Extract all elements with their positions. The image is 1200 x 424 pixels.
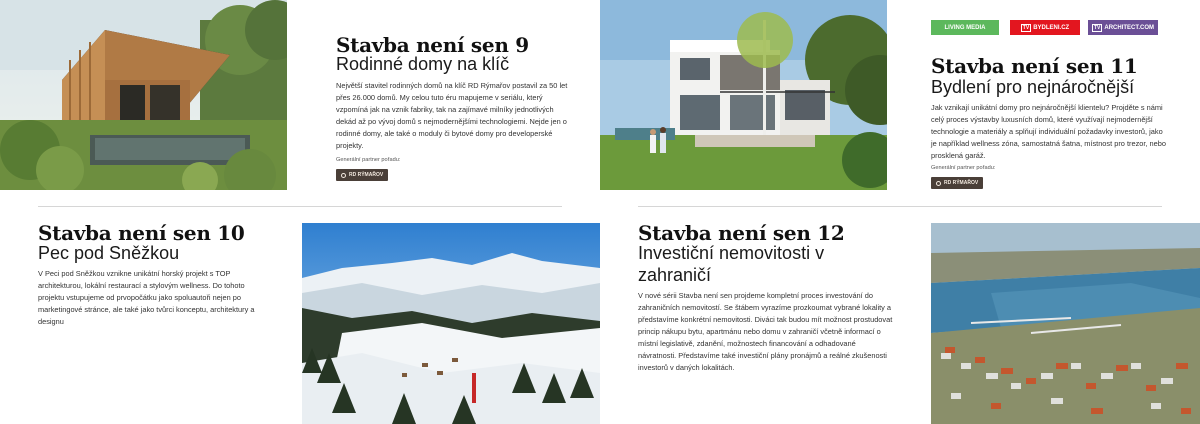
badge-tv-architect[interactable]: [1088, 20, 1158, 35]
article-10-title[interactable]: Stavba není sen 10: [38, 221, 245, 245]
article-10-photo[interactable]: [302, 223, 600, 424]
badge-living-media[interactable]: [931, 20, 999, 35]
article-12-title[interactable]: Stavba není sen 12: [638, 221, 845, 245]
partner-name: RD RÝMAŘOV: [349, 172, 384, 178]
badge-tv-bydleni-label: BYDLENI.CZ: [1033, 24, 1070, 31]
badge-living-media-label: LIVING MEDIA: [944, 24, 986, 31]
rd-rymarov-logo-icon: [341, 173, 346, 178]
article-11-description: Jak vznikají unikátní domy pro nejnáročnější klientelu? Projděte s námi celý proces výstavby luxusních domů, které využívají nejmodernější technologie a materiály a splňují individuální požadavky investorů, jako je například wellness zóna, samostatná šatna, místnost pro trezor, nebo prosklená garáž.: [931, 103, 1166, 160]
divider-left: [38, 206, 562, 207]
article-11-partner-logo[interactable]: [931, 177, 983, 189]
article-11-photo[interactable]: [600, 0, 887, 190]
article-9-partner-label: Generální partner pořadu:: [336, 157, 401, 163]
badge-tv-architect-label: ARCHITECT.COM: [1104, 24, 1155, 31]
article-12-photo[interactable]: [931, 223, 1200, 424]
article-9-photo[interactable]: [0, 0, 287, 190]
article-9-description: Největší stavitel rodinných domů na klíč RD Rýmařov postavil za 50 let přes 26.000 domů. My celou tuto éru mapujeme v seriálu, který vzpomíná jak na vznik fabriky, tak na zajímavé milníky jednotlivých dekád až po vývoj domů s nejmodernějšími technologiemi. Nejde jen o rodinné domy, ale také o moduly či bytové domy pro developerské projekty.: [336, 81, 568, 150]
badge-tv-bydleni[interactable]: [1010, 20, 1080, 35]
article-9-partner-logo[interactable]: [336, 169, 388, 181]
article-10-description: V Peci pod Sněžkou vznikne unikátní horský projekt s TOP architekturou, lokální restaurací a stylovým wellness. Do tohoto projektu vstupujeme od prvopočátku jako spoluautoři nejen po marketingové stránce, ale také jako tvůrci konceptu, architektury a designu: [38, 269, 255, 326]
article-9-subtitle: Rodinné domy na klíč: [336, 54, 510, 74]
article-9-title[interactable]: Stavba není sen 9: [336, 33, 529, 57]
article-11-subtitle: Bydlení pro nejnáročnější: [931, 77, 1135, 97]
rd-rymarov-logo-icon: [936, 181, 941, 186]
partner-name: RD RÝMAŘOV: [944, 180, 979, 186]
article-12-subtitle: Investiční nemovitosti v zahraničí: [638, 243, 825, 285]
tv-icon: TV: [1093, 24, 1101, 31]
article-11-title[interactable]: Stavba není sen 11: [931, 54, 1138, 78]
article-12-description: V nové sérii Stavba není sen projdeme kompletní proces investování do zahraničních nemovitostí. Se štábem vyrazíme prozkoumat vybrané lokality a představíme konkrétní nemovitosti. Diváci tak budou mít možnost prostudovat princip nákupu bytu, apartmánu nebo domu v zahraničí včetně informací o místní legislativě, zdanění, možnostech financování a odhadované návratnosti. Představíme také investiční plány pronájmů a reálné zkušenosti investorů v daných lokalitách.: [638, 291, 893, 372]
article-11-partner-label: Generální partner pořadu:: [931, 165, 996, 171]
article-10-subtitle: Pec pod Sněžkou: [38, 243, 180, 263]
tv-icon: TV: [1022, 24, 1030, 31]
divider-right: [638, 206, 1162, 207]
